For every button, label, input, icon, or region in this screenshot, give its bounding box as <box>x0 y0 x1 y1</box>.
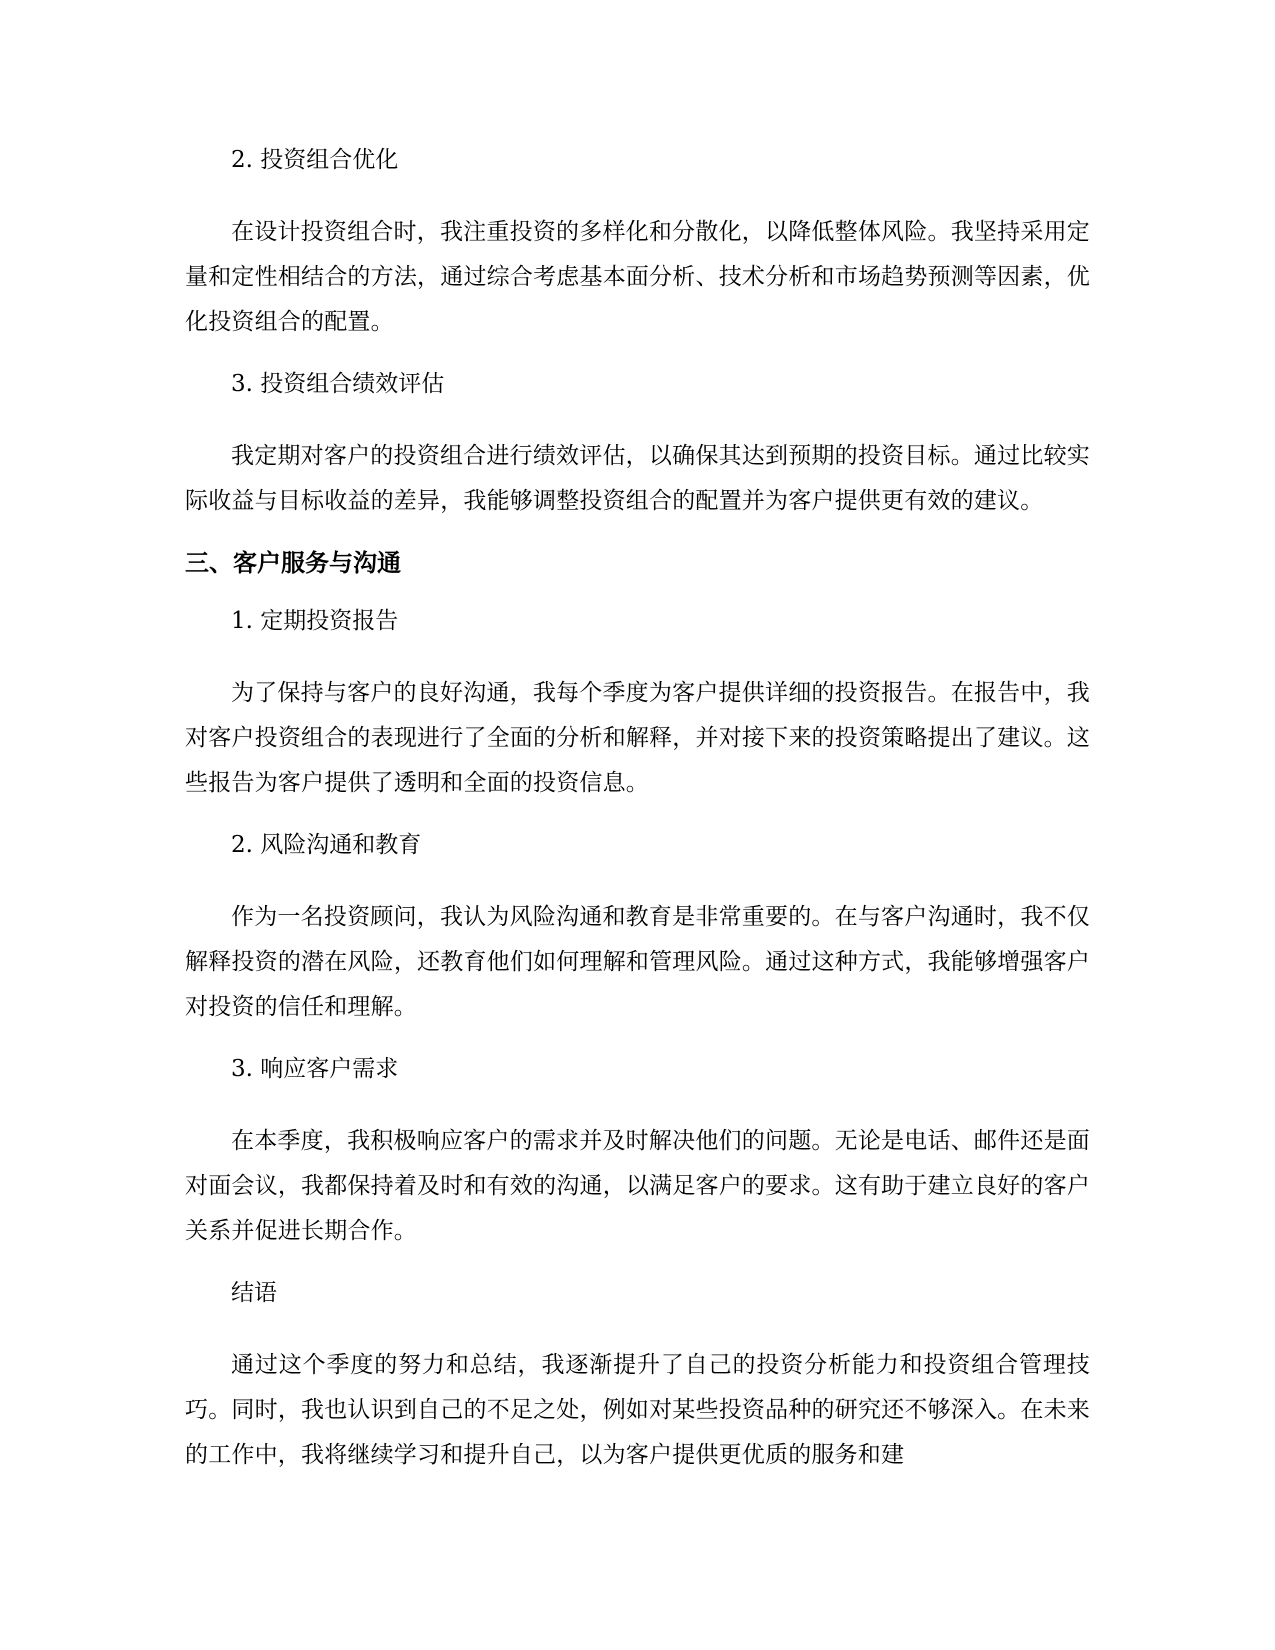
paragraph-performance-evaluation: 我定期对客户的投资组合进行绩效评估，以确保其达到预期的投资目标。通过比较实际收益与目标收益的差异，我能够调整投资组合的配置并为客户提供更有效的建议。 <box>185 443 1090 514</box>
document-page <box>185 142 1090 1499</box>
paragraph-portfolio-optimization: 在设计投资组合时，我注重投资的多样化和分散化，以降低整体风险。我坚持采用定量和定性相结合的方法，通过综合考虑基本面分析、技术分析和市场趋势预测等因素，优化投资组合的配置。 <box>185 219 1090 335</box>
paragraph-client-needs: 在本季度，我积极响应客户的需求并及时解决他们的问题。无论是电话、邮件还是面对面会议，我都保持着及时和有效的沟通，以满足客户的要求。这有助于建立良好的客户关系并促进长期合作。 <box>185 1128 1090 1244</box>
subheading-portfolio-optimization: 2. 投资组合优化 <box>231 147 399 173</box>
paragraph-investment-report: 为了保持与客户的良好沟通，我每个季度为客户提供详细的投资报告。在报告中，我对客户投资组合的表现进行了全面的分析和解释，并对接下来的投资策略提出了建议。这些报告为客户提供了透明和全面的投资信息。 <box>185 680 1090 796</box>
section-heading-client-service: 三、客户服务与沟通 <box>185 549 401 577</box>
subheading-conclusion: 结语 <box>231 1280 277 1306</box>
subheading-investment-report: 1. 定期投资报告 <box>231 608 399 634</box>
paragraph-conclusion: 通过这个季度的努力和总结，我逐渐提升了自己的投资分析能力和投资组合管理技巧。同时，我也认识到自己的不足之处，例如对某些投资品种的研究还不够深入。在未来的工作中，我将继续学习和提升自己，以为客户提供更优质的服务和建 <box>185 1352 1090 1468</box>
subheading-performance-evaluation: 3. 投资组合绩效评估 <box>231 371 445 397</box>
subheading-client-needs: 3. 响应客户需求 <box>231 1056 399 1082</box>
paragraph-risk-communication: 作为一名投资顾问，我认为风险沟通和教育是非常重要的。在与客户沟通时，我不仅解释投资的潜在风险，还教育他们如何理解和管理风险。通过这种方式，我能够增强客户对投资的信任和理解。 <box>185 904 1090 1020</box>
subheading-risk-communication: 2. 风险沟通和教育 <box>231 832 422 858</box>
